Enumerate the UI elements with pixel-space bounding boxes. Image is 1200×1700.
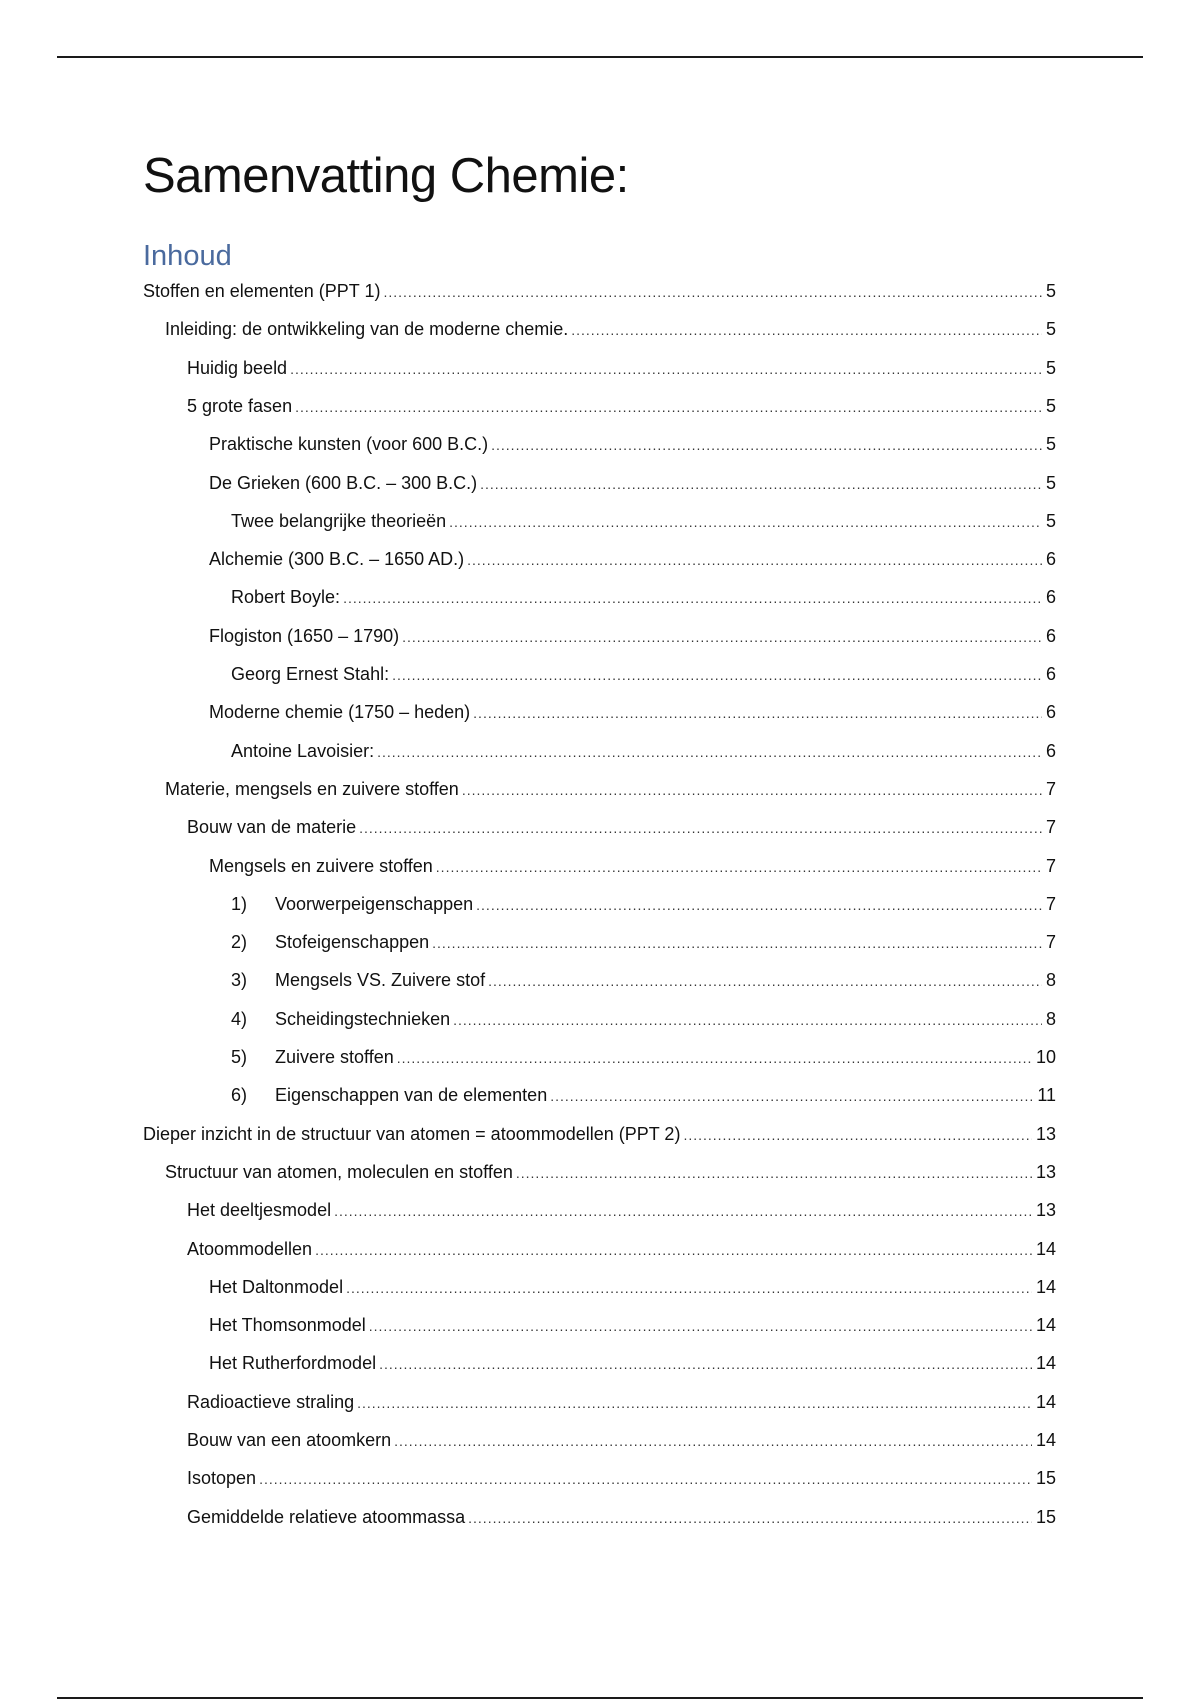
toc-entry-number: 3) [231,970,248,990]
toc-dot-leader [468,1503,1032,1533]
toc-entry-number: 2) [231,932,248,952]
toc-dot-leader [432,928,1042,958]
toc-entry-label: Atoommodellen [187,1239,313,1259]
toc-dot-leader [343,583,1042,613]
toc-entry-label: Eigenschappen van de elementen [275,1085,548,1105]
toc-entry-label: Het Rutherfordmodel [209,1353,377,1373]
toc-dot-leader [295,392,1042,422]
toc-entry-page: 5 [1045,319,1056,339]
toc-entry-label: Alchemie (300 B.C. – 1650 AD.) [209,549,465,569]
toc-entry-label: Mengsels en zuivere stoffen [209,856,433,876]
toc-entry-page: 5 [1045,511,1056,531]
toc-entry[interactable] [231,927,1056,957]
toc-entry[interactable] [165,314,1056,344]
toc-entry-page: 5 [1045,358,1056,378]
toc-entry-page: 14 [1035,1277,1056,1297]
toc-dot-leader [488,966,1042,996]
toc-dot-leader [357,1388,1032,1418]
page-bottom-rule [57,1697,1143,1699]
toc-entry-label: Stoffen en elementen (PPT 1) [143,281,381,301]
toc-dot-leader [377,737,1042,767]
toc-entry-label: Gemiddelde relatieve atoommassa [187,1507,466,1527]
toc-entry-page: 14 [1035,1239,1056,1259]
toc-dot-leader [392,660,1042,690]
toc-entry-page: 13 [1035,1124,1056,1144]
toc-entry-label: Robert Boyle: [231,587,341,607]
toc-entry-number: 1) [231,894,248,914]
toc-entry[interactable] [231,582,1056,612]
toc-dot-leader [480,469,1042,499]
toc-entry-page: 14 [1035,1392,1056,1412]
toc-entry-label: Inleiding: de ontwikkeling van de moderne chemie. [165,319,569,339]
toc-entry-label: Antoine Lavoisier: [231,741,375,761]
toc-entry-label: Bouw van de materie [187,817,357,837]
toc-dot-leader [550,1081,1033,1111]
toc-entry-label: Twee belangrijke theorieën [231,511,447,531]
toc-entry[interactable] [209,468,1056,498]
toc-entry[interactable] [231,965,1056,995]
toc-entry-label: Bouw van een atoomkern [187,1430,392,1450]
toc-entry-page: 7 [1045,856,1056,876]
toc-entry-label: Dieper inzicht in de structuur van atomen = atoommodellen (PPT 2) [143,1124,681,1144]
toc-entry-label: Mengsels VS. Zuivere stof [275,970,486,990]
toc-dot-leader [402,622,1042,652]
toc-entry-page: 6 [1045,664,1056,684]
toc-dot-leader [476,890,1042,920]
toc-entry[interactable] [231,889,1056,919]
toc-entry[interactable] [187,1387,1056,1417]
toc-entry-page: 11 [1037,1085,1056,1105]
toc-entry-page: 6 [1045,587,1056,607]
toc-entry-label: Het Daltonmodel [209,1277,344,1297]
toc-entry-page: 7 [1045,932,1056,952]
toc-dot-leader [383,277,1042,307]
toc-entry-page: 6 [1045,626,1056,646]
toc-dot-leader [516,1158,1032,1188]
toc-entry[interactable] [143,276,1056,306]
toc-entry[interactable] [209,1310,1056,1340]
toc-entry-page: 13 [1035,1200,1056,1220]
document-title: Samenvatting Chemie: [143,149,629,203]
toc-dot-leader [491,430,1042,460]
toc-entry-page: 5 [1045,396,1056,416]
toc-entry-label: Praktische kunsten (voor 600 B.C.) [209,434,489,454]
toc-dot-leader [359,813,1042,843]
toc-entry[interactable] [143,1119,1056,1149]
toc-entry-label: Materie, mengsels en zuivere stoffen [165,779,459,799]
toc-dot-leader [453,1005,1042,1035]
toc-entry[interactable] [187,812,1056,842]
toc-entry[interactable] [187,1463,1056,1493]
toc-entry-page: 7 [1045,779,1056,799]
toc-entry[interactable] [187,391,1056,421]
toc-entry-page: 14 [1035,1430,1056,1450]
toc-entry-page: 5 [1045,473,1056,493]
toc-entry-label: Voorwerpeigenschappen [275,894,474,914]
toc-entry[interactable] [231,1042,1056,1072]
toc-entry[interactable] [187,1502,1056,1532]
toc-entry-page: 6 [1045,702,1056,722]
toc-entry[interactable] [231,659,1056,689]
toc-entry[interactable] [231,1080,1056,1110]
toc-dot-leader [571,315,1042,345]
toc-dot-leader [394,1426,1032,1456]
toc-entry[interactable] [209,697,1056,727]
toc-dot-leader [462,775,1042,805]
toc-entry[interactable] [209,621,1056,651]
toc-dot-leader [379,1349,1032,1379]
toc-dot-leader [369,1311,1032,1341]
toc-dot-leader [259,1464,1032,1494]
toc-entry-page: 8 [1045,970,1056,990]
toc-dot-leader [334,1196,1032,1226]
toc-dot-leader [290,354,1042,384]
toc-entry-label: Radioactieve straling [187,1392,355,1412]
toc-entry-label: Het Thomsonmodel [209,1315,366,1335]
toc-dot-leader [346,1273,1032,1303]
toc-entry-page: 5 [1045,281,1056,301]
toc-entry-number: 5) [231,1047,248,1067]
toc-entry-page: 6 [1045,549,1056,569]
toc-entry-page: 7 [1045,817,1056,837]
toc-dot-leader [467,545,1042,575]
toc-entry[interactable] [209,544,1056,574]
toc-entry-label: 5 grote fasen [187,396,293,416]
toc-entry-page: 14 [1035,1315,1056,1335]
toc-entry-label: Zuivere stoffen [275,1047,394,1067]
toc-entry-label: Isotopen [187,1468,257,1488]
toc-dot-leader [473,698,1042,728]
toc-entry-label: Het deeltjesmodel [187,1200,332,1220]
toc-entry-page: 8 [1045,1009,1056,1029]
toc-entry-label: Structuur van atomen, moleculen en stoffen [165,1162,513,1182]
toc-entry-page: 5 [1045,434,1056,454]
toc-entry-label: Scheidingstechnieken [275,1009,451,1029]
toc-entry-label: De Grieken (600 B.C. – 300 B.C.) [209,473,478,493]
toc-dot-leader [683,1120,1032,1150]
toc-entry[interactable] [231,506,1056,536]
toc-entry[interactable] [187,353,1056,383]
toc-entry-page: 6 [1045,741,1056,761]
toc-entry[interactable] [209,429,1056,459]
toc-entry[interactable] [209,1348,1056,1378]
toc-entry[interactable] [231,1004,1056,1034]
toc-entry[interactable] [165,774,1056,804]
toc-heading: Inhoud [143,240,232,272]
toc-entry-page: 10 [1035,1047,1056,1067]
toc-entry-label: Huidig beeld [187,358,288,378]
toc-entry[interactable] [231,736,1056,766]
toc-entry-label: Moderne chemie (1750 – heden) [209,702,471,722]
toc-entry-page: 7 [1045,894,1056,914]
toc-entry[interactable] [165,1157,1056,1187]
toc-entry-page: 15 [1035,1507,1056,1527]
toc-entry-label: Georg Ernest Stahl: [231,664,390,684]
toc-entry-number: 6) [231,1085,248,1105]
toc-entry-number: 4) [231,1009,248,1029]
toc-entry[interactable] [209,851,1056,881]
toc-entry[interactable] [187,1234,1056,1264]
toc-dot-leader [449,507,1042,537]
toc-dot-leader [315,1235,1032,1265]
toc-entry-label: Flogiston (1650 – 1790) [209,626,400,646]
toc-entry-page: 13 [1035,1162,1056,1182]
toc-entry-page: 15 [1035,1468,1056,1488]
toc-dot-leader [436,852,1042,882]
toc-entry[interactable] [209,1272,1056,1302]
toc-entry-page: 14 [1035,1353,1056,1373]
toc-entry-label: Stofeigenschappen [275,932,430,952]
toc-entry[interactable] [187,1425,1056,1455]
toc-entry[interactable] [187,1195,1056,1225]
toc-dot-leader [397,1043,1032,1073]
